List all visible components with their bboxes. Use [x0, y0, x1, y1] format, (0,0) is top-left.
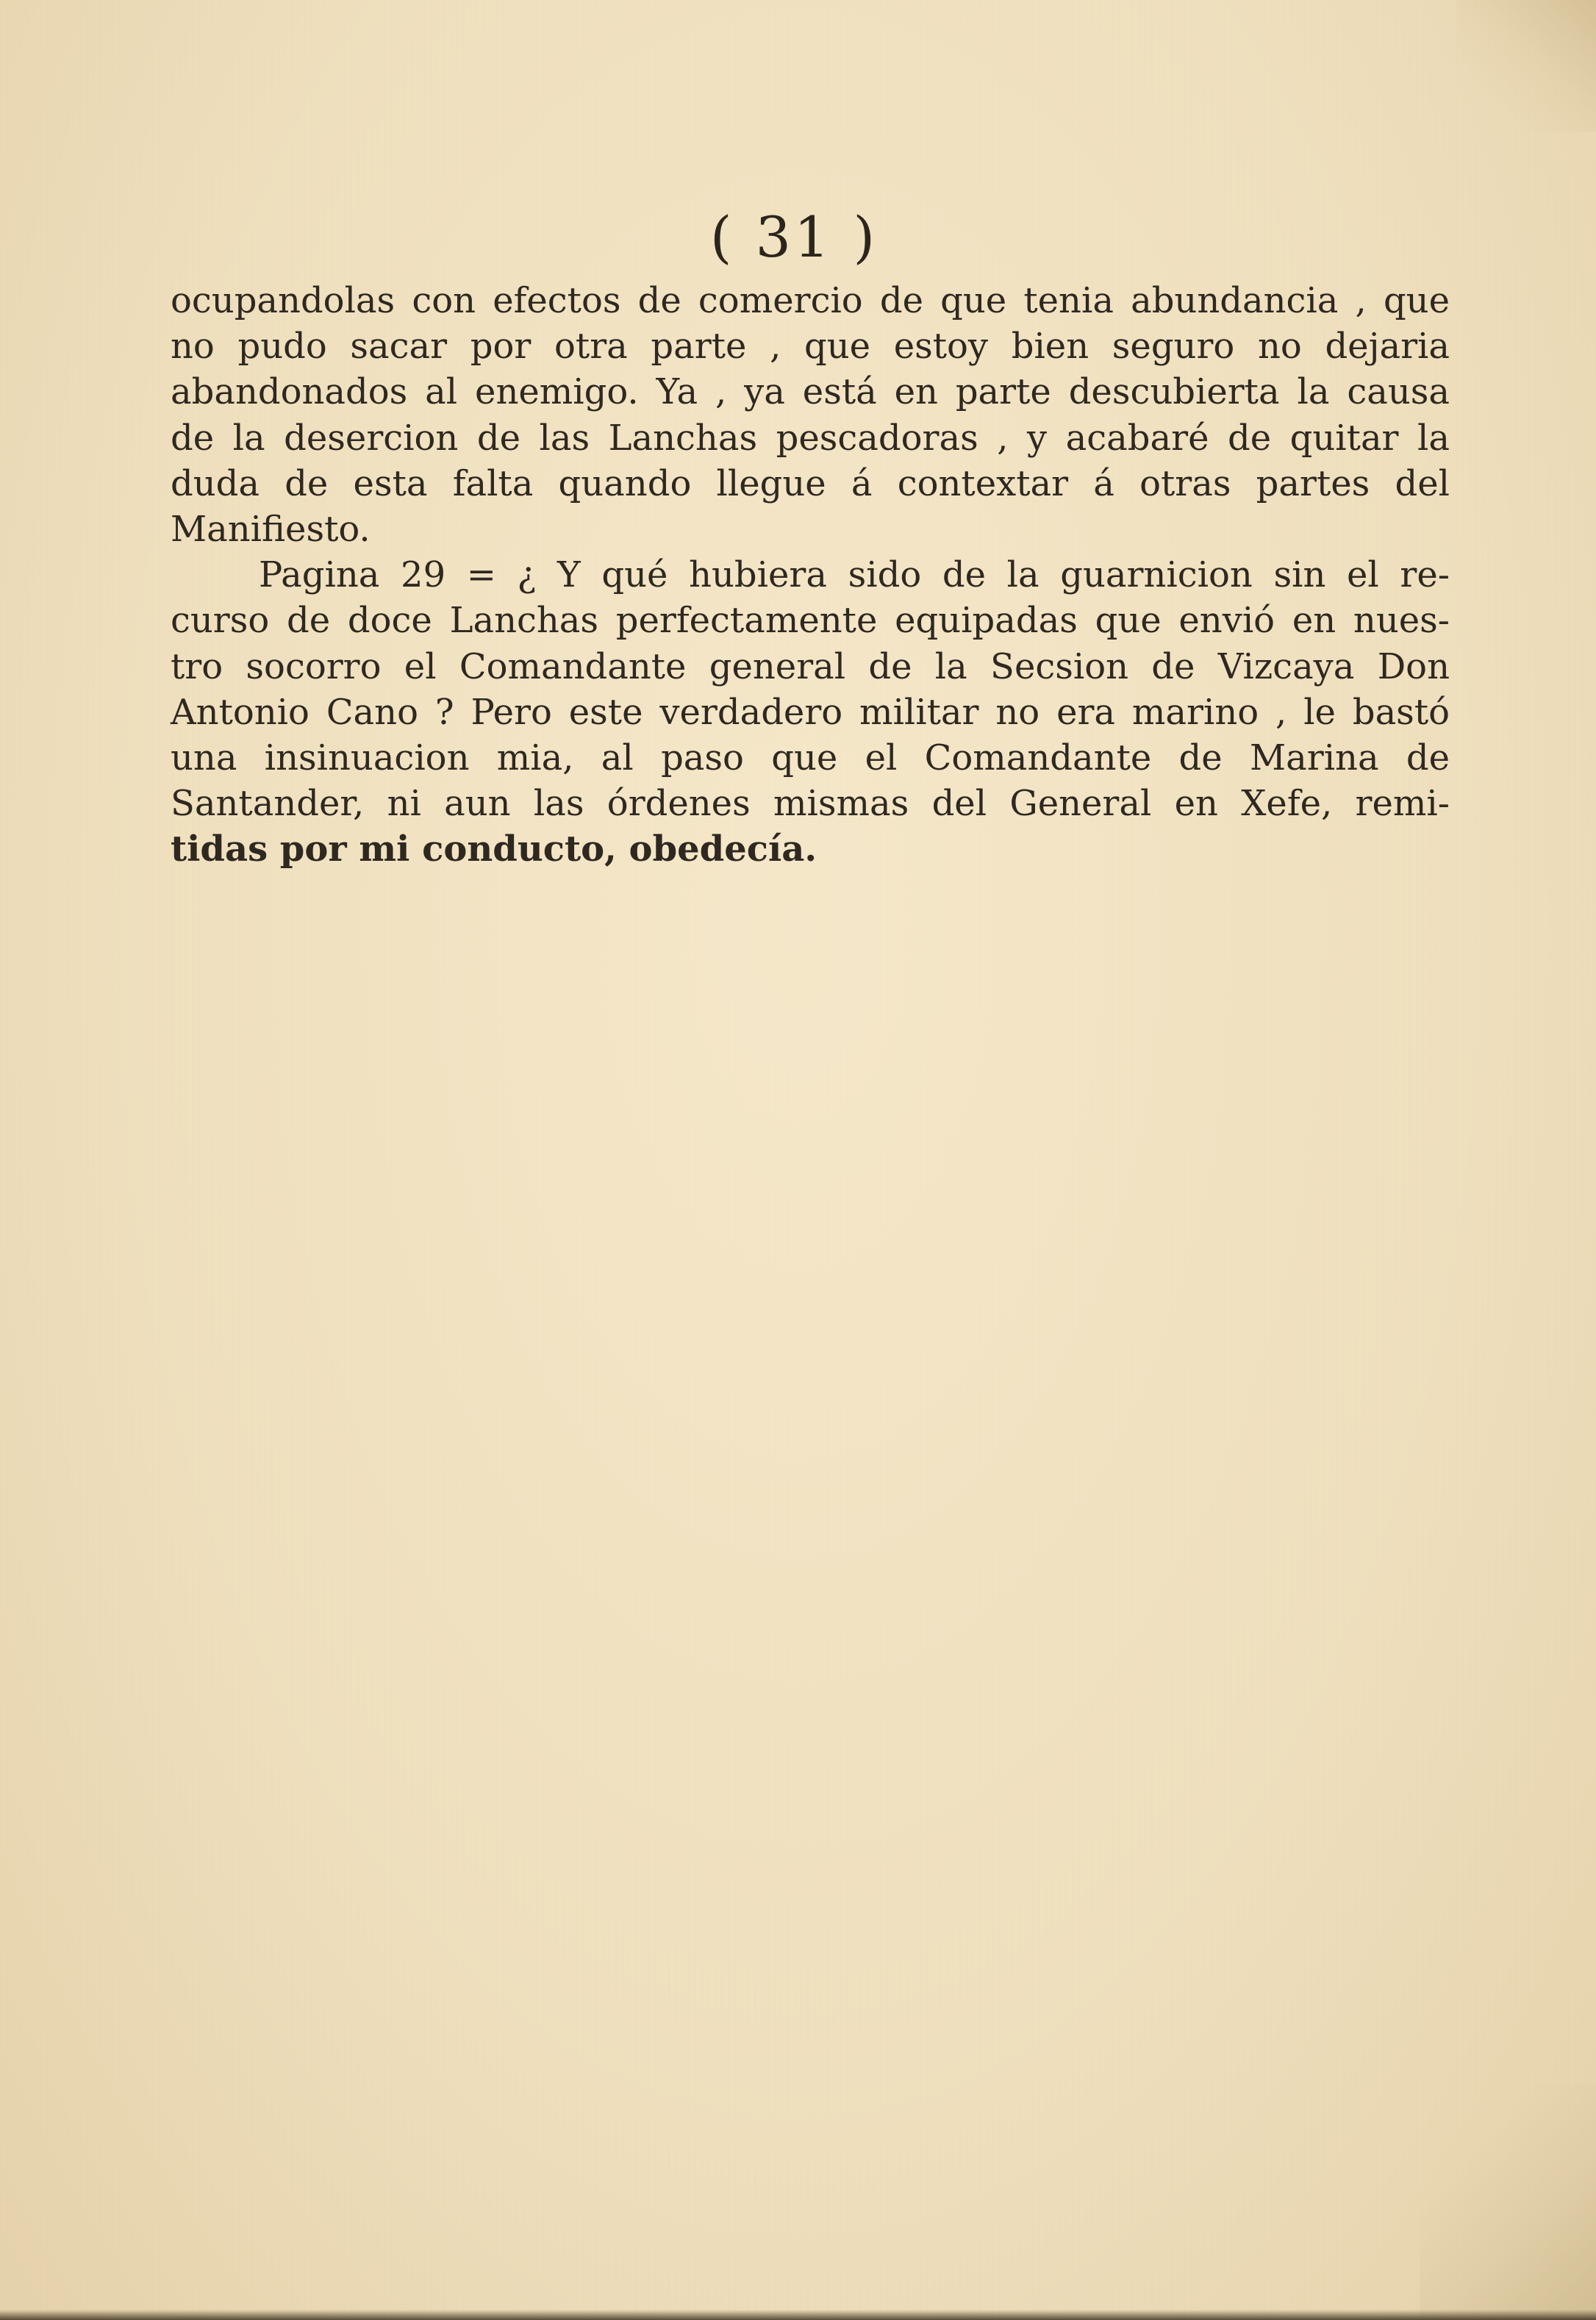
text-line: una insinuacion mia, al paso que el Comandante de Marina de [171, 737, 1450, 778]
text-line: curso de doce Lanchas perfectamente equipadas que envió en nues- [171, 600, 1450, 642]
text-line: tro socorro el Comandante general de la Secsion de Vizcaya Don [171, 645, 1450, 687]
text-line: de la desercion de las Lanchas pescadoras , y acabaré de quitar la [171, 417, 1450, 459]
text-line: abandonados al enemigo. Ya , ya está en parte descubierta la causa [171, 371, 1450, 413]
text-line: tidas por mi conducto, obedecía. [171, 828, 817, 870]
text-line: Pagina 29 = ¿ Y qué hubiera sido de la guarnicion sin el re- [259, 554, 1450, 596]
body-text [171, 278, 1450, 872]
text-line: Santander, ni aun las órdenes mismas del General en Xefe, remi- [171, 783, 1450, 825]
text-line: Manifiesto. [171, 508, 371, 550]
paper-corner-wear [1420, 2085, 1596, 2320]
page-number: ( 31 ) [709, 204, 878, 270]
text-line: no pudo sacar por otra parte , que estoy bien seguro no dejaria [171, 326, 1450, 368]
text-line: ocupandolas con efectos de comercio de que tenia abundancia , que [171, 280, 1450, 321]
page-bottom-edge [0, 2310, 1596, 2320]
text-line: duda de esta falta quando llegue á contextar á otras partes del [171, 462, 1450, 504]
text-line: Antonio Cano ? Pero este verdadero militar no era marino , le bastó [171, 691, 1450, 733]
paper-corner-wear [1456, 0, 1596, 132]
